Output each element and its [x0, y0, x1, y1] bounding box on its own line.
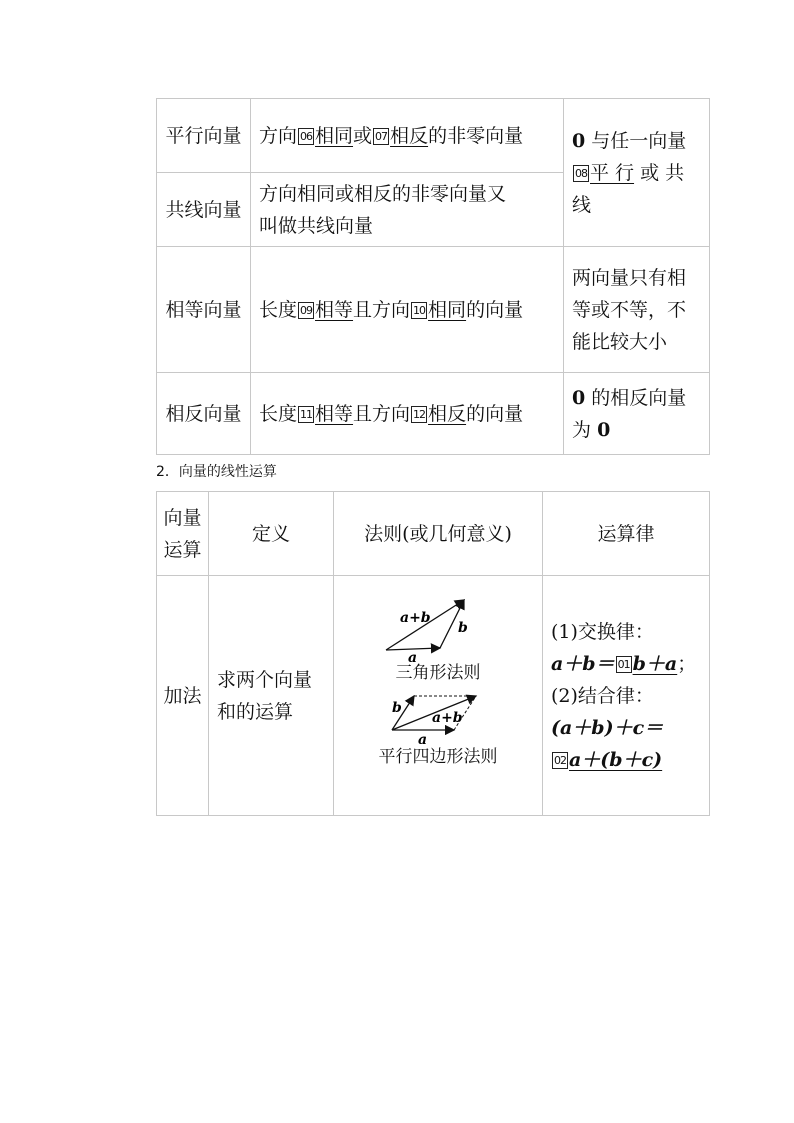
header-rule: [334, 492, 543, 576]
vector-concepts-table: [156, 98, 710, 455]
header-text: 运算律: [597, 522, 655, 545]
parallelogram-rule-caption: 平行四边形法则: [378, 747, 498, 767]
def-text: 和的运算: [217, 700, 294, 723]
note-text: 线: [572, 193, 592, 216]
table-row: [157, 247, 710, 373]
header-row: [157, 492, 710, 576]
op-cell: [157, 576, 209, 816]
blank-number: 09: [300, 303, 313, 317]
definition-cell: [251, 247, 564, 373]
label-a: a: [418, 732, 428, 746]
section-title: 2．向量的线性运算: [156, 464, 277, 480]
law-expression: a＋b＝: [551, 652, 615, 675]
header-def: [209, 492, 334, 576]
law-cell: [543, 576, 710, 816]
table-row: [157, 99, 710, 173]
answer-text: b＋a: [632, 652, 678, 675]
label-a: a: [408, 650, 418, 662]
term-cell: [157, 99, 251, 173]
header-text: 定义: [251, 522, 290, 545]
answer-text: 相反: [390, 124, 429, 147]
answer-text: 平 行: [590, 161, 635, 184]
definition-cell: [251, 173, 564, 247]
term-cell: [157, 247, 251, 373]
blank-number: 10: [413, 303, 426, 317]
def-text: 且方向: [353, 298, 411, 321]
def-text: 方向: [259, 124, 298, 147]
zero-vector: 0: [572, 129, 586, 152]
answer-text: 相等: [315, 402, 354, 425]
note-text: 与任一向量: [591, 129, 687, 152]
header-text: 法则(或几何意义): [364, 522, 512, 545]
term-label: 相等向量: [165, 298, 242, 321]
note-text: 或 共: [640, 161, 685, 184]
law-title: (2)结合律：: [551, 684, 654, 707]
triangle-rule-diagram: [378, 590, 498, 662]
definition-cell: [251, 99, 564, 173]
def-text: 的非零向量: [428, 124, 524, 147]
zero-vector: 0: [572, 386, 586, 409]
header-law: [543, 492, 710, 576]
blank-number: 02: [554, 753, 566, 767]
term-label: 共线向量: [165, 198, 242, 221]
answer-text: 相等: [315, 298, 354, 321]
header-op: [157, 492, 209, 576]
parallelogram-rule-diagram: [378, 688, 498, 746]
def-text: 的向量: [466, 402, 524, 425]
answer-text: 相同: [428, 298, 467, 321]
blank-number: 11: [300, 407, 313, 421]
law-expression: (a＋b)＋c＝: [551, 716, 664, 739]
def-text: 长度: [259, 298, 298, 321]
label-a-plus-b: a+b: [400, 610, 431, 626]
note-cell-parallel: [564, 99, 710, 247]
triangle-rule-caption: 三角形法则: [395, 663, 481, 683]
op-label: 加法: [163, 684, 202, 707]
blank-number: 07: [375, 129, 388, 143]
note-text: 为: [572, 418, 592, 441]
note-text: 两向量只有相: [572, 266, 687, 289]
answer-text: 相同: [315, 124, 354, 147]
def-text: 且方向: [353, 402, 411, 425]
blank-number: 01: [617, 657, 630, 671]
note-text: 等或不等，不: [572, 298, 687, 321]
def-text: 的向量: [466, 298, 524, 321]
table-row: [157, 576, 710, 816]
law-expression: ；: [677, 652, 697, 675]
def-text: 方向相同或相反的非零向量又: [259, 182, 507, 205]
term-label: 相反向量: [165, 402, 242, 425]
answer-text: a＋(b＋c): [569, 748, 663, 771]
label-b: b: [458, 620, 468, 636]
note-cell-equal: [564, 247, 710, 373]
rule-cell: [334, 576, 543, 816]
table-row: [157, 373, 710, 455]
linear-operations-table: [156, 491, 710, 816]
label-b: b: [392, 700, 402, 716]
def-text: 叫做共线向量: [259, 214, 374, 237]
label-a-plus-b: a+b: [432, 710, 463, 726]
def-text: 或: [353, 124, 373, 147]
def-cell: [209, 576, 334, 816]
header-text: 运算: [163, 538, 202, 561]
blank-number: 06: [300, 129, 313, 143]
zero-vector: 0: [597, 418, 611, 441]
note-text: 能比较大小: [572, 330, 668, 353]
blank-number: 12: [413, 407, 426, 421]
term-cell: [157, 173, 251, 247]
law-title: (1)交换律：: [551, 620, 654, 643]
def-text: 求两个向量: [217, 668, 313, 691]
header-text: 向量: [163, 506, 202, 529]
blank-number: 08: [575, 166, 587, 180]
term-label: 平行向量: [165, 124, 242, 147]
note-cell-opposite: [564, 373, 710, 455]
definition-cell: [251, 373, 564, 455]
answer-text: 相反: [428, 402, 467, 425]
note-text: 的相反向量: [591, 386, 687, 409]
term-cell: [157, 373, 251, 455]
def-text: 长度: [259, 402, 298, 425]
